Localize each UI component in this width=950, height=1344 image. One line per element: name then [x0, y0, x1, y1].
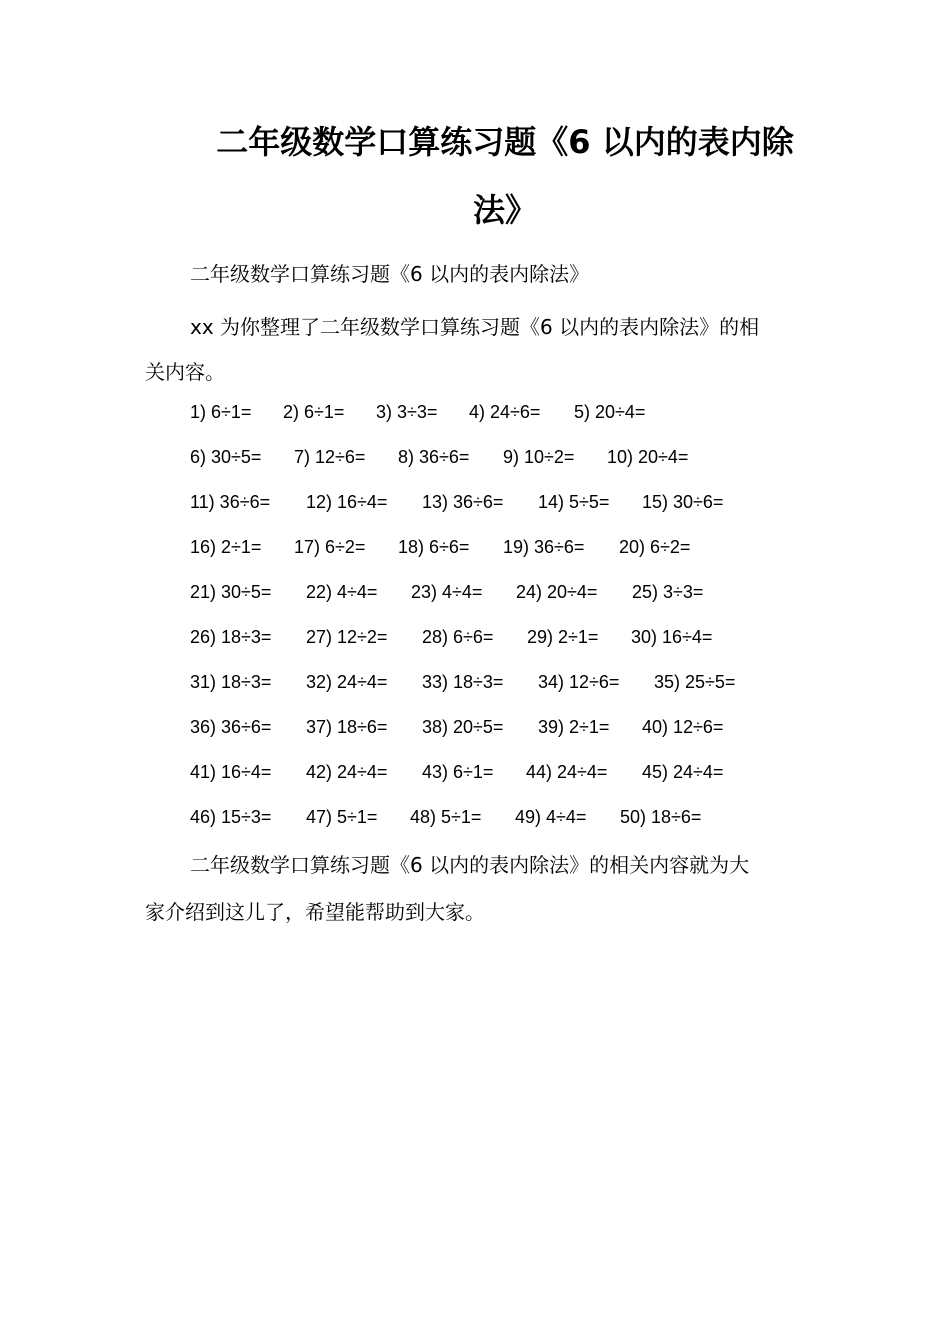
problem-row — [190, 490, 810, 514]
problem-item: 38) 20÷5= — [422, 717, 504, 737]
problem-row — [190, 715, 810, 739]
problem-row — [190, 805, 810, 829]
problem-item: 45) 24÷4= — [642, 762, 724, 782]
problem-item: 12) 16÷4= — [306, 492, 388, 512]
problem-item: 6) 30÷5= — [190, 447, 262, 467]
problem-item: 37) 18÷6= — [306, 717, 388, 737]
problem-row — [190, 580, 810, 604]
problem-row — [190, 400, 810, 424]
problem-row — [190, 625, 810, 649]
problem-item: 11) 36÷6= — [190, 492, 271, 512]
problem-item: 3) 3÷3= — [376, 402, 438, 422]
problem-item: 31) 18÷3= — [190, 672, 272, 692]
problem-item: 14) 5÷5= — [538, 492, 610, 512]
problem-item: 13) 36÷6= — [422, 492, 504, 512]
problem-item: 23) 4÷4= — [411, 582, 483, 602]
problem-item: 26) 18÷3= — [190, 627, 272, 647]
problem-item: 15) 30÷6= — [642, 492, 724, 512]
problem-item: 39) 2÷1= — [538, 717, 610, 737]
problem-row — [190, 670, 810, 694]
problem-item: 21) 30÷5= — [190, 582, 272, 602]
problem-item: 49) 4÷4= — [515, 807, 587, 827]
problem-item: 22) 4÷4= — [306, 582, 378, 602]
subtitle-paragraph: 二年级数学口算练习题《6 以内的表内除法》 — [190, 262, 590, 286]
problem-item: 36) 36÷6= — [190, 717, 272, 737]
problem-item: 40) 12÷6= — [642, 717, 724, 737]
problem-item: 35) 25÷5= — [654, 672, 736, 692]
problem-item: 9) 10÷2= — [503, 447, 575, 467]
problem-row — [190, 535, 810, 559]
problem-item: 10) 20÷4= — [607, 447, 689, 467]
document-title-line2: 法》 — [472, 191, 537, 229]
problem-item: 5) 20÷4= — [574, 402, 646, 422]
problem-item: 2) 6÷1= — [283, 402, 345, 422]
problem-item: 7) 12÷6= — [294, 447, 366, 467]
outro-paragraph-line1: 二年级数学口算练习题《6 以内的表内除法》的相关内容就为大 — [190, 853, 750, 877]
document-title-line1: 二年级数学口算练习题《6 以内的表内除 — [216, 123, 794, 161]
problem-item: 42) 24÷4= — [306, 762, 388, 782]
problem-item: 28) 6÷6= — [422, 627, 494, 647]
problem-item: 1) 6÷1= — [190, 402, 252, 422]
problem-item: 47) 5÷1= — [306, 807, 378, 827]
problem-item: 44) 24÷4= — [526, 762, 608, 782]
problem-item: 19) 36÷6= — [503, 537, 585, 557]
problem-item: 46) 15÷3= — [190, 807, 272, 827]
problem-item: 18) 6÷6= — [398, 537, 470, 557]
problem-item: 29) 2÷1= — [527, 627, 599, 647]
problem-item: 24) 20÷4= — [516, 582, 598, 602]
problem-item: 27) 12÷2= — [306, 627, 388, 647]
problem-item: 41) 16÷4= — [190, 762, 272, 782]
problem-item: 25) 3÷3= — [632, 582, 704, 602]
problem-row — [190, 760, 810, 784]
problem-item: 20) 6÷2= — [619, 537, 691, 557]
problem-row — [190, 445, 810, 469]
problem-item: 17) 6÷2= — [294, 537, 366, 557]
problem-item: 30) 16÷4= — [631, 627, 713, 647]
problem-item: 32) 24÷4= — [306, 672, 388, 692]
problem-item: 48) 5÷1= — [410, 807, 482, 827]
intro-paragraph-line1: xx 为你整理了二年级数学口算练习题《6 以内的表内除法》的相 — [190, 315, 760, 339]
intro-paragraph-line2: 关内容。 — [145, 360, 225, 384]
problem-item: 4) 24÷6= — [469, 402, 541, 422]
problem-item: 33) 18÷3= — [422, 672, 504, 692]
problem-item: 8) 36÷6= — [398, 447, 470, 467]
problem-item: 50) 18÷6= — [620, 807, 702, 827]
outro-paragraph-line2: 家介绍到这儿了，希望能帮助到大家。 — [145, 900, 485, 924]
problem-item: 34) 12÷6= — [538, 672, 620, 692]
problem-item: 43) 6÷1= — [422, 762, 494, 782]
problem-item: 16) 2÷1= — [190, 537, 262, 557]
